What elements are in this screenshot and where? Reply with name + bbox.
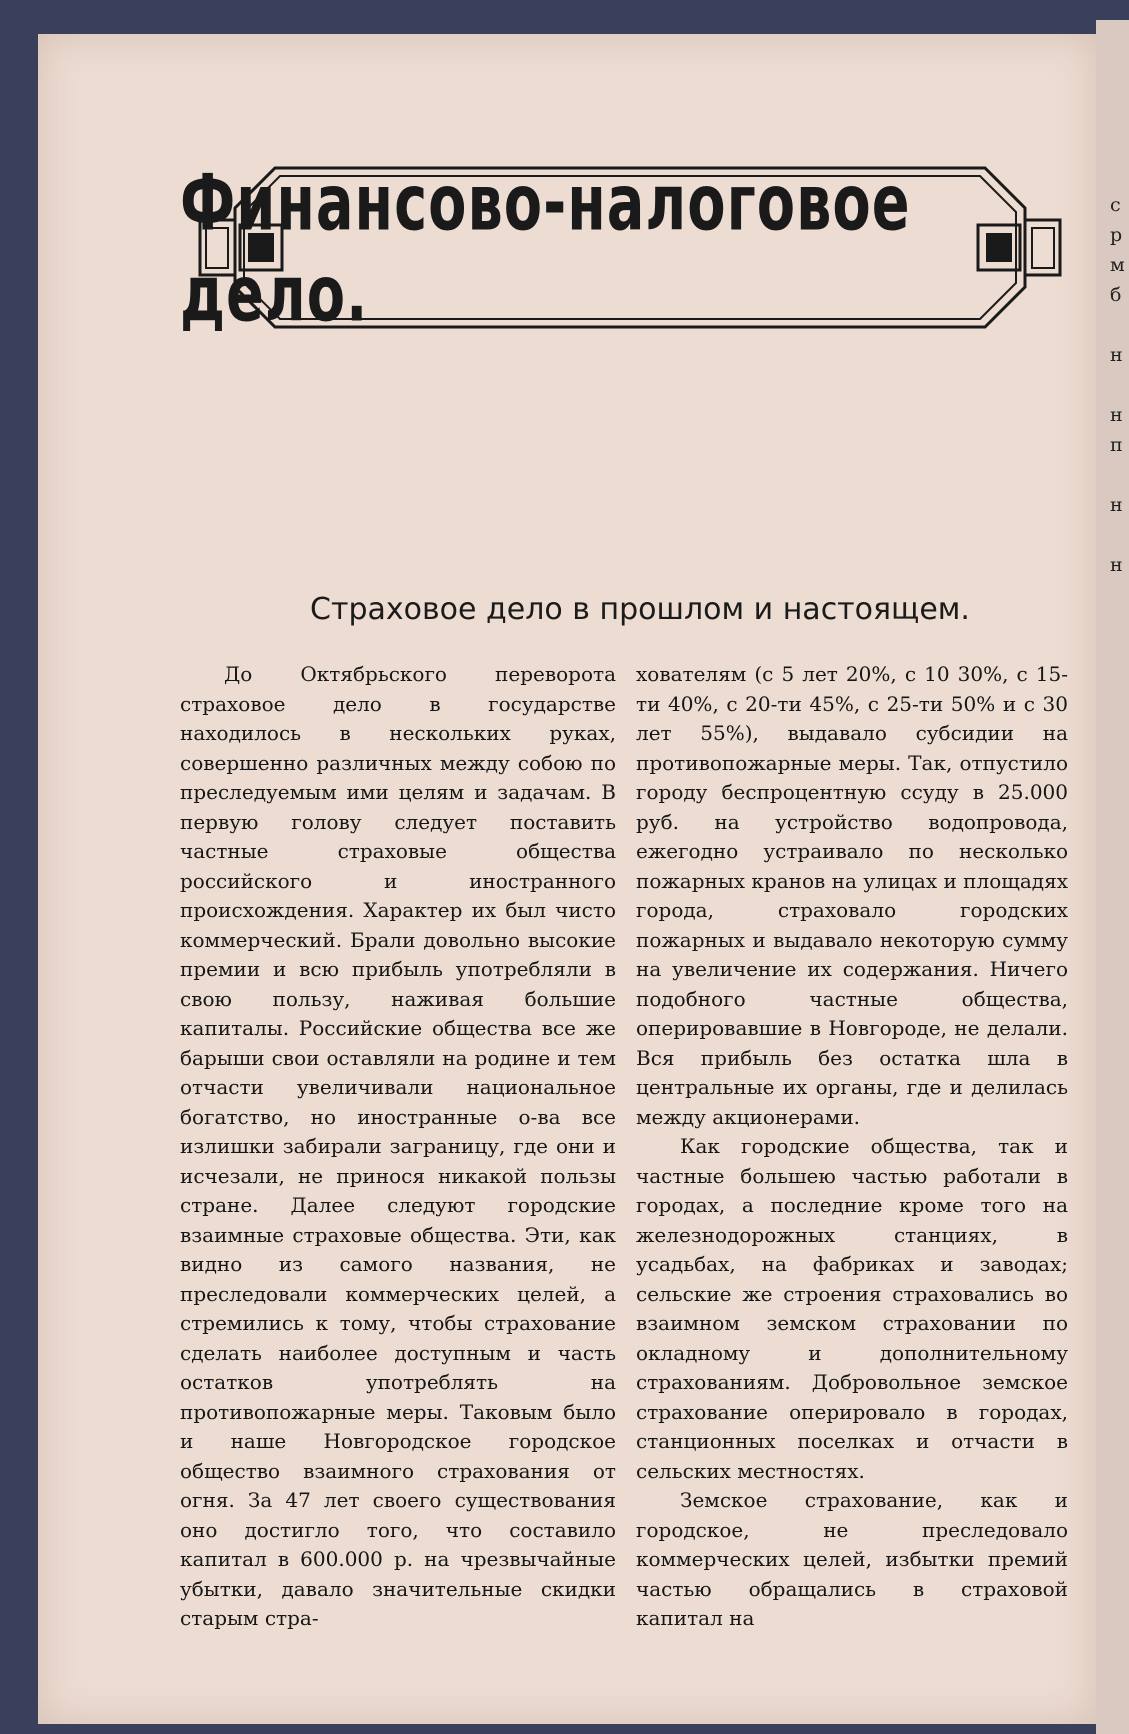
edge-letter: н <box>1110 494 1123 516</box>
edge-letter: б <box>1110 284 1122 306</box>
edge-letter: м <box>1110 254 1125 276</box>
right-column <box>636 660 1068 1634</box>
edge-letter <box>1110 310 1129 340</box>
edge-letter: н <box>1110 344 1123 366</box>
paragraph: До Октябрьского переворота страховое дело в государстве находилось в нескольких руках, совершенно различных между собою по преследуемым ими целям и задачам. В первую голову следует поставить частные страховые общества российского и иностранного происхождения. Характер их был чисто коммерческий. Брали довольно высокие премии и всю прибыль употребляли в свою пользу, наживая большие капиталы. Российские общества все же барыши свои оставляли на родине и тем отчасти увеличивали национальное богатство, но иностранные о-ва все излишки забирали заграницу, где они и исчезали, не принося никакой пользы стране. Далее следуют городские взаимные страховые общества. Эти, как видно из самого названия, не преследовали коммерческих целей, а стремились к тому, чтобы страхование сделать наиболее доступным и часть остатков употреблять на противопожарные меры. Таковым было и наше Новгородское городское общество взаимного страхования от огня. За 47 лет своего существования оно достигло того, что составило капитал в 600.000 р. на чрезвычайные убытки, давало значительные скидки старым стра- <box>180 662 616 1630</box>
section-header-title: Финансово-налоговое дело. <box>180 156 911 339</box>
edge-letter: р <box>1110 224 1123 246</box>
edge-letter <box>1110 370 1129 400</box>
article-title: Страховое дело в прошлом и настоящем. <box>310 592 970 627</box>
left-column <box>180 660 616 1634</box>
edge-letter: н <box>1110 404 1123 426</box>
edge-letter <box>1110 460 1129 490</box>
edge-letter: н <box>1110 554 1123 576</box>
section-header <box>180 156 1080 339</box>
paragraph: хователям (с 5 лет 20%, с 10 30%, с 15-ти 40%, с 20-ти 45%, с 25-ти 50% и с 30 лет 55%), выдавало субсидии на противопожарные меры. Так, отпустило городу беспроцентную ссуду в 25.000 руб. на устройство водопровода, ежегодно устраивало по несколько пожарных кранов на улицах и площадях города, страховало городских пожарных и выдавало некоторую сумму на увеличение их содержания. Ничего подобного частные общества, оперировавшие в Новгороде, не делали. Вся прибыль без остатка шла в центральные их органы, где и делилась между акционерами. <box>636 662 1068 1129</box>
edge-letter: с <box>1110 194 1121 216</box>
edge-letter <box>1110 520 1129 550</box>
next-page-fragment <box>1110 190 1129 580</box>
paragraph: Земское страхование, как и городское, не преследовало коммерческих целей, избытки премий частью обращались в страховой капитал на <box>636 1488 1068 1630</box>
edge-letter: п <box>1110 434 1123 456</box>
paragraph: Как городские общества, так и частные большею частью работали в городах, а последние кроме того на железнодорожных станциях, в усадьбах, на фабриках и заводах; сельские же строения страховались во взаимном земском страховании по окладному и дополнительному страхованиям. Добровольное земское страхование оперировало в городах, станционных поселках и отчасти в сельских местностях. <box>636 1134 1068 1483</box>
